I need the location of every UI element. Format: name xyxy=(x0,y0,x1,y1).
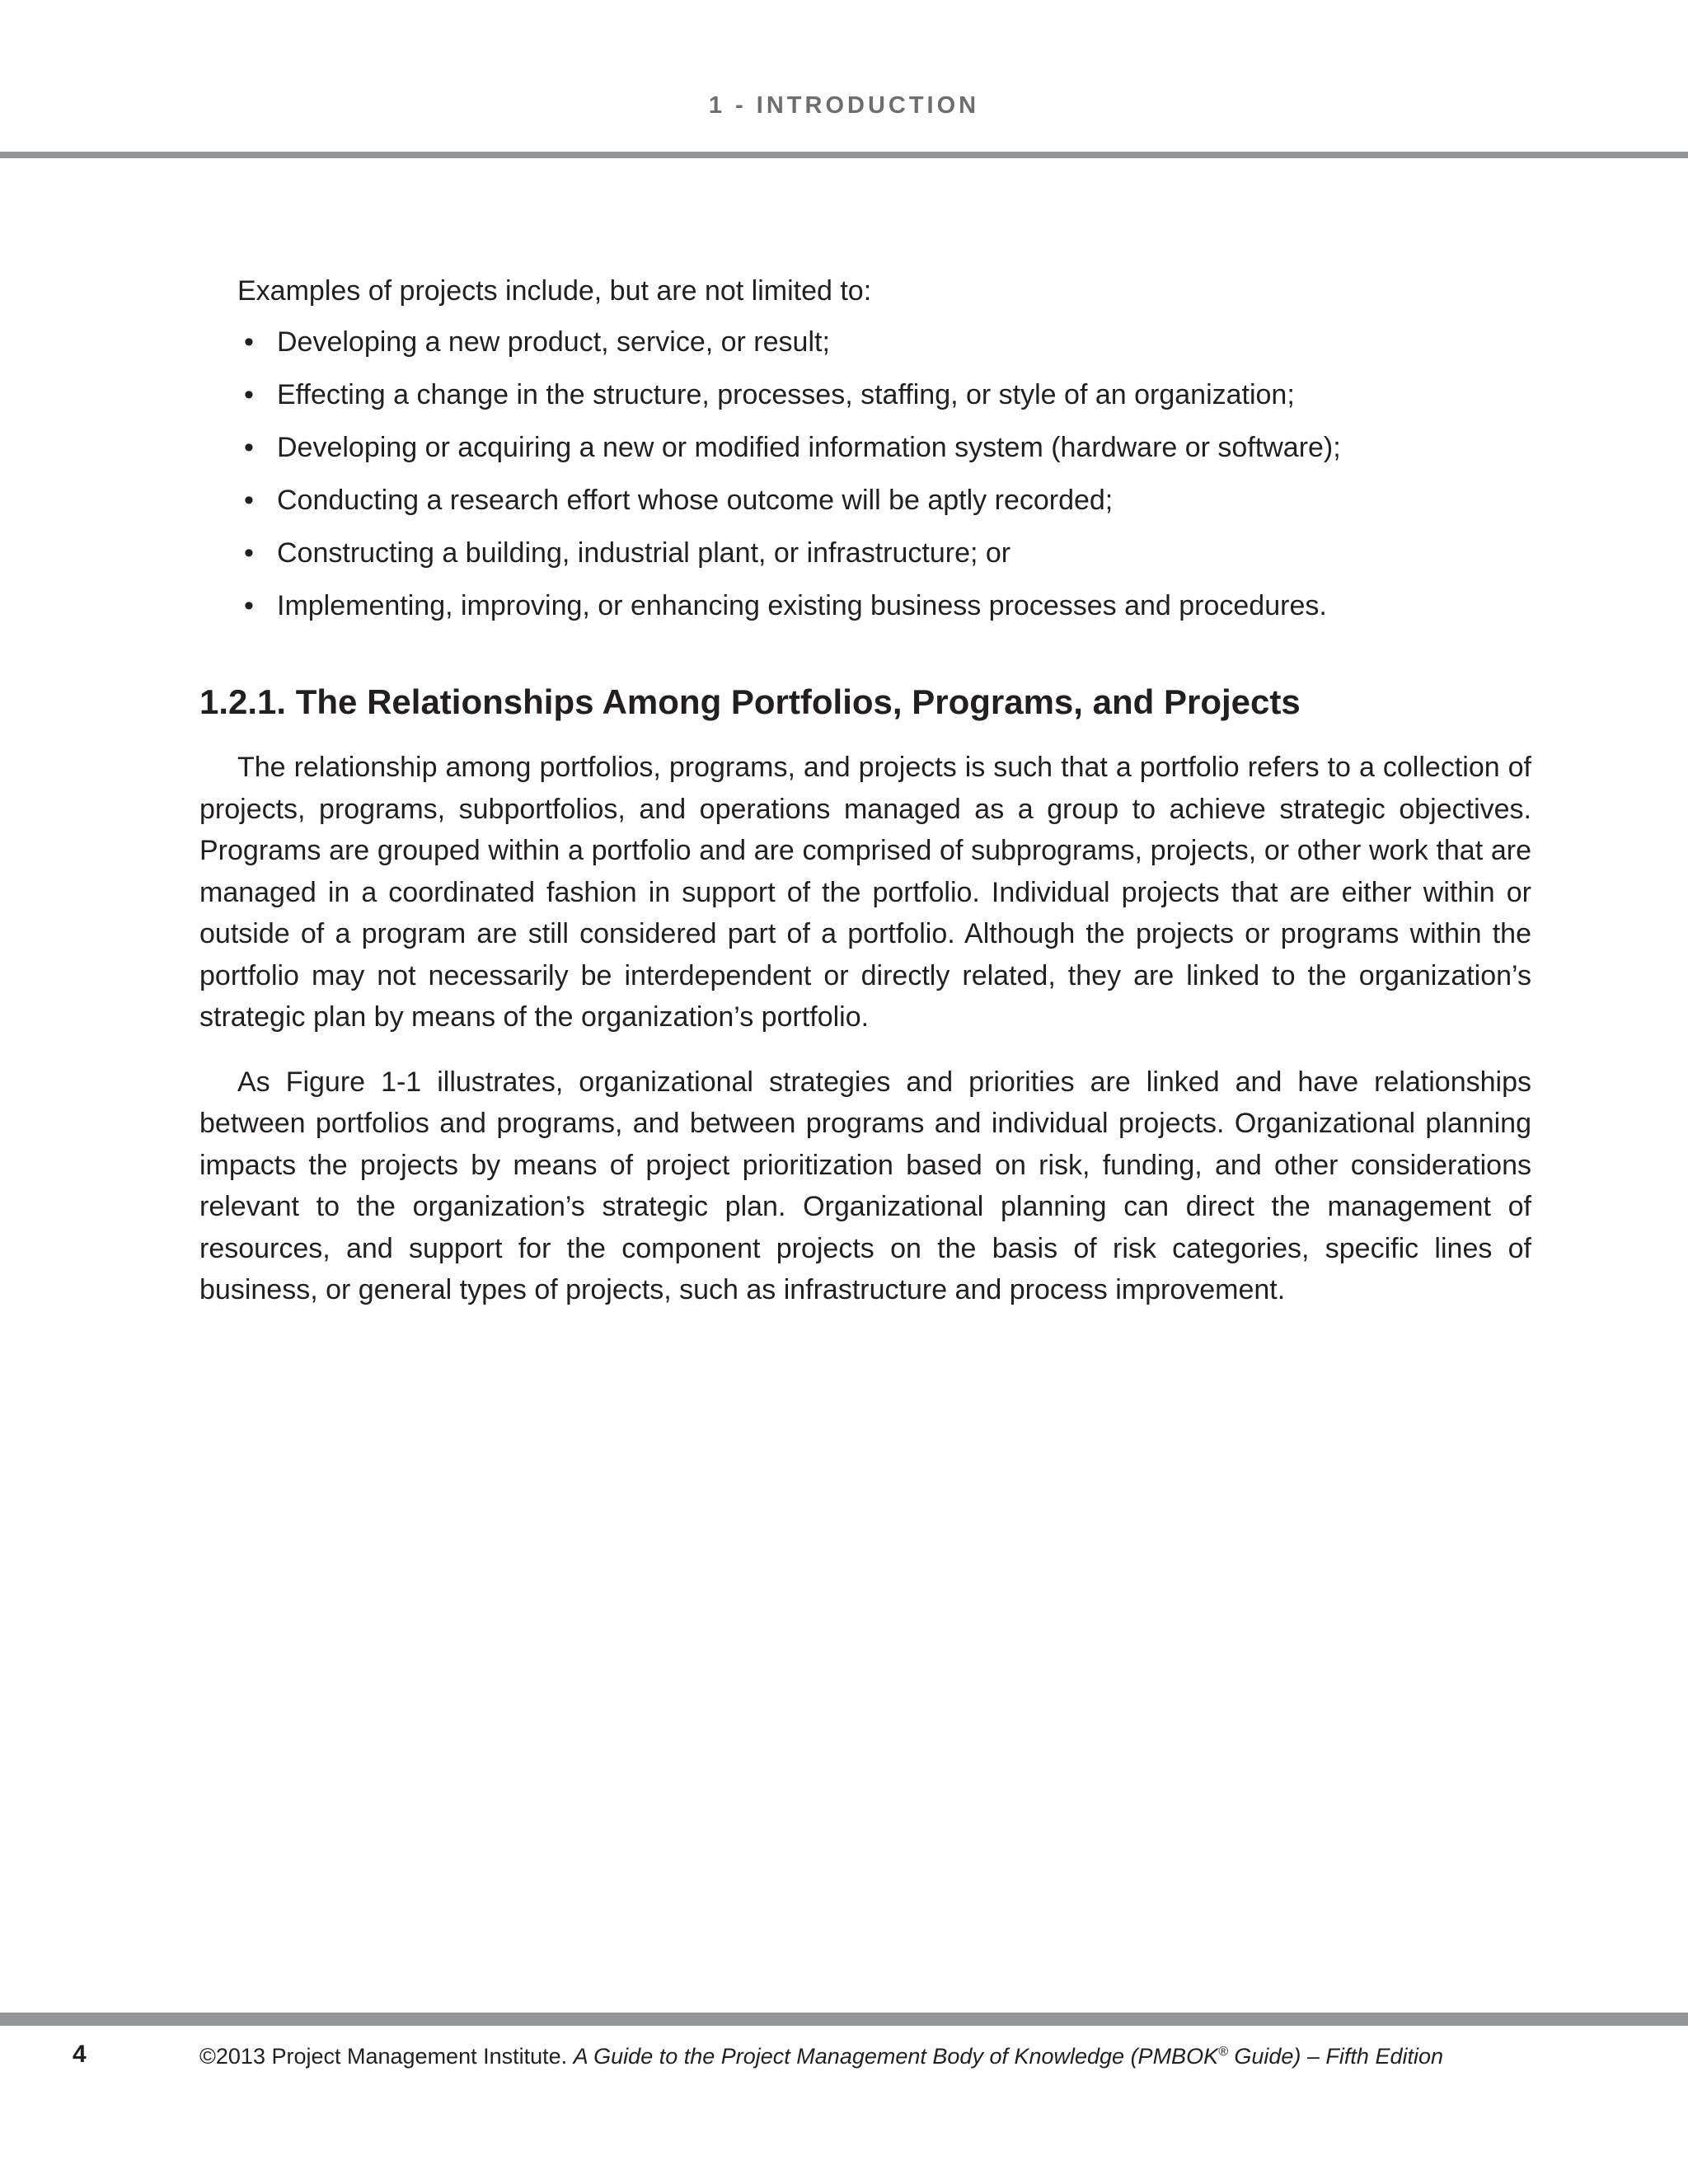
project-examples-list xyxy=(199,321,1531,626)
bullet-icon: • xyxy=(244,326,254,358)
bullet-icon: • xyxy=(244,537,254,569)
bullet-icon: • xyxy=(244,590,254,621)
list-item-text: Effecting a change in the structure, processes, staffing, or style of an organization; xyxy=(277,379,1295,410)
book-title-part1: A Guide to the Project Management Body of Knowledge (PMBOK xyxy=(573,2044,1219,2069)
intro-sentence: Examples of projects include, but are not limited to: xyxy=(237,275,872,307)
list-item xyxy=(244,427,1531,468)
body-paragraph: As Figure 1-1 illustrates, organizational strategies and priorities are linked and have relationships between portfolios and programs, and between programs and individual projects. Organizational planning impacts the projects by means of project prioritization based on risk, funding, and other considerations relevant to the organization’s strategic plan. Organizational planning can direct the management of resources, and support for the component projects on the basis of risk categories, specific lines of business, or general types of projects, such as infrastructure and process improvement. xyxy=(199,1066,1531,1305)
list-item-text: Developing a new product, service, or result; xyxy=(277,326,830,358)
book-title-part2: Guide) – Fifth Edition xyxy=(1227,2044,1444,2069)
page-content xyxy=(199,270,1531,1334)
section-heading: 1.2.1. The Relationships Among Portfolios, Programs, and Projects xyxy=(199,682,1301,721)
list-item xyxy=(244,532,1531,574)
body-paragraph: The relationship among portfolios, programs, and projects is such that a portfolio refers to a collection of projects, programs, subportfolios, and operations managed as a group to achieve strategic objectives. Programs are grouped within a portfolio and are comprised of subprograms, projects, or other work that are managed in a coordinated fashion in support of the portfolio. Individual projects that are either within or outside of a program are still considered part of a portfolio. Although the projects or programs within the portfolio may not necessarily be interdependent or directly related, they are linked to the organization’s strategic plan by means of the organization’s portfolio. xyxy=(199,752,1531,1033)
running-header: 1 - INTRODUCTION xyxy=(708,92,980,119)
book-title xyxy=(574,2044,1443,2069)
page-number: 4 xyxy=(73,2041,87,2068)
list-item-text: Constructing a building, industrial plant, or infrastructure; or xyxy=(277,537,1011,569)
list-item-text: Developing or acquiring a new or modified information system (hardware or software); xyxy=(277,432,1341,463)
registered-mark: ® xyxy=(1218,2045,1228,2059)
list-item-text: Implementing, improving, or enhancing existing business processes and procedures. xyxy=(277,590,1327,621)
list-item xyxy=(244,321,1531,363)
list-item xyxy=(244,480,1531,521)
bullet-icon: • xyxy=(244,432,254,463)
footer-citation xyxy=(199,2044,1443,2069)
list-item-text: Conducting a research effort whose outcome will be aptly recorded; xyxy=(277,485,1114,516)
header-rule xyxy=(0,152,1688,158)
list-item xyxy=(244,585,1531,626)
bullet-icon: • xyxy=(244,485,254,516)
copyright-text: ©2013 Project Management Institute. xyxy=(199,2044,574,2069)
list-item xyxy=(244,374,1531,415)
footer-rule xyxy=(0,2013,1688,2026)
bullet-icon: • xyxy=(244,379,254,410)
